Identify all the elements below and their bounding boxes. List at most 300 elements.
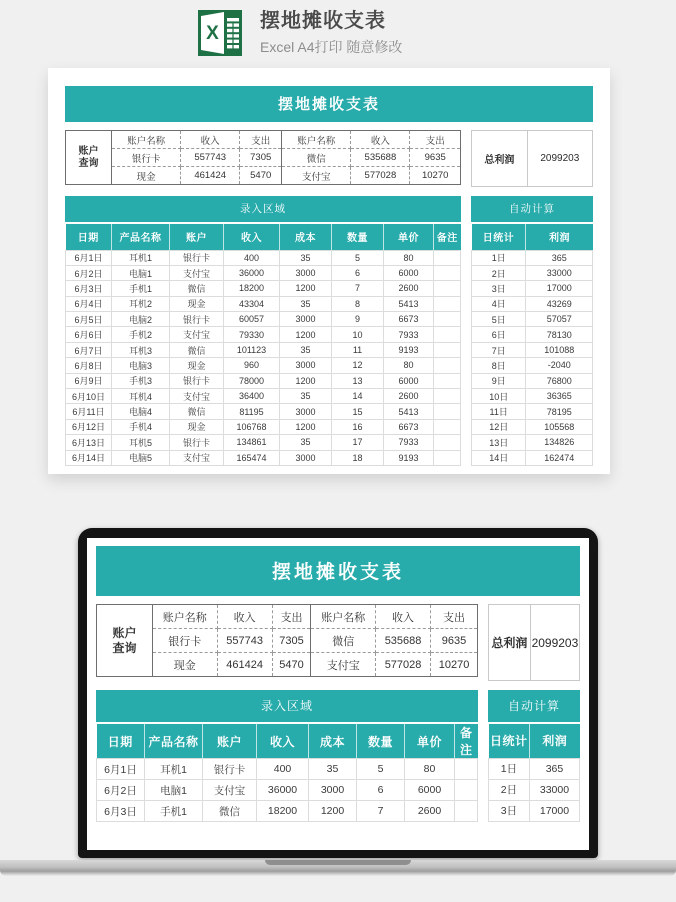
table-cell: 1日	[489, 758, 530, 779]
table-cell: 手机1	[112, 281, 170, 296]
table-cell: 106768	[224, 419, 280, 434]
svg-text:X: X	[206, 23, 219, 44]
table-row	[66, 358, 461, 373]
table-cell: 134826	[526, 435, 593, 450]
table-cell: 365	[529, 758, 579, 779]
table-cell: 35	[280, 389, 332, 404]
table-cell: 9日	[472, 373, 526, 388]
account-query-cell: 支付宝	[311, 653, 376, 677]
table-cell	[434, 358, 461, 373]
table-cell: 6月8日	[66, 358, 112, 373]
table-cell: 6月1日	[97, 759, 145, 780]
table-cell: 6月4日	[66, 296, 112, 311]
table-cell: 手机1	[145, 801, 203, 822]
account-query-cell: 现金	[112, 167, 181, 185]
table-row	[472, 373, 593, 388]
table-row	[97, 653, 478, 677]
data-row	[65, 222, 593, 466]
table-cell: 2600	[405, 801, 455, 822]
table-cell: 银行卡	[170, 312, 224, 327]
table-cell: 101088	[526, 342, 593, 357]
account-query-table	[65, 130, 461, 185]
table-cell: 微信	[170, 281, 224, 296]
table-cell: 6673	[384, 312, 434, 327]
table-cell: 1日	[472, 250, 526, 265]
auto-banner-wrap	[471, 196, 593, 222]
column-header: 成本	[309, 724, 357, 759]
table-cell: 6673	[384, 419, 434, 434]
column-header: 收入	[224, 224, 280, 250]
table-row	[66, 404, 461, 419]
table-cell: 33000	[526, 265, 593, 280]
table-cell: 6月7日	[66, 342, 112, 357]
table-cell: 银行卡	[170, 373, 224, 388]
table-cell: 18200	[257, 801, 309, 822]
column-header: 账户	[170, 224, 224, 250]
table-cell: 43269	[526, 296, 593, 311]
total-profit-block-laptop	[488, 596, 580, 681]
table-cell: 76800	[526, 373, 593, 388]
table-cell: 36000	[224, 265, 280, 280]
table-row	[97, 629, 478, 653]
laptop-screen	[87, 538, 589, 850]
table-row	[489, 800, 580, 821]
table-cell: 电脑5	[112, 450, 170, 465]
total-profit-value-laptop: 2099203	[530, 605, 579, 681]
table-cell: 3000	[309, 780, 357, 801]
laptop-mockup	[0, 528, 676, 876]
account-query-header: 支出	[240, 131, 282, 149]
table-cell: 耳机1	[112, 250, 170, 265]
table-cell: 手机3	[112, 373, 170, 388]
table-row	[472, 312, 593, 327]
table-cell: 16	[332, 419, 384, 434]
table-cell: 6	[332, 265, 384, 280]
account-query-cell: 5470	[240, 167, 282, 185]
table-cell: 11	[332, 342, 384, 357]
table-cell	[455, 759, 478, 780]
table-cell: 43304	[224, 296, 280, 311]
table-cell: 手机4	[112, 419, 170, 434]
page-title: 摆地摊收支表	[260, 10, 386, 32]
account-query-header: 账户名称	[311, 605, 376, 629]
column-header: 数量	[357, 724, 405, 759]
account-query-block-laptop	[96, 596, 478, 677]
table-cell: 现金	[170, 296, 224, 311]
table-cell: 33000	[529, 779, 579, 800]
table-row	[66, 167, 461, 185]
banner-row	[65, 196, 593, 222]
table-cell: 6月5日	[66, 312, 112, 327]
total-profit-label: 总利润	[472, 131, 528, 187]
account-query-cell: 银行卡	[153, 629, 218, 653]
table-row	[472, 131, 593, 187]
table-cell: 电脑3	[112, 358, 170, 373]
table-cell: 8日	[472, 358, 526, 373]
table-cell: 101123	[224, 342, 280, 357]
auto-calc-banner-laptop: 自动计算	[488, 690, 580, 722]
account-query-header: 账户名称	[282, 131, 351, 149]
auto-table-laptop	[488, 724, 580, 822]
table-row	[97, 801, 478, 822]
table-cell: 4日	[472, 296, 526, 311]
table-row	[66, 327, 461, 342]
table-cell	[434, 265, 461, 280]
table-cell: 1200	[309, 801, 357, 822]
table-cell: 6月2日	[97, 780, 145, 801]
account-query-cell: 9635	[410, 149, 461, 167]
table-cell: 6000	[384, 265, 434, 280]
table-cell: 耳机4	[112, 389, 170, 404]
table-cell: 银行卡	[170, 435, 224, 450]
sheet-title: 摆地摊收支表	[65, 86, 593, 122]
entry-table	[65, 224, 461, 466]
auto-header-row	[472, 224, 593, 250]
flat-preview-card	[48, 68, 610, 474]
table-cell: 36000	[257, 780, 309, 801]
account-query-cell: 现金	[153, 653, 218, 677]
excel-icon	[198, 10, 242, 56]
table-cell: 13日	[472, 435, 526, 450]
banner-row-laptop	[96, 690, 580, 722]
data-row-laptop	[96, 722, 580, 822]
laptop-screen-frame	[78, 528, 598, 858]
column-header: 数量	[332, 224, 384, 250]
account-query-body-laptop	[97, 605, 478, 677]
table-cell: 134861	[224, 435, 280, 450]
table-cell: 13	[332, 373, 384, 388]
table-cell: 165474	[224, 450, 280, 465]
account-query-header: 支出	[272, 605, 311, 629]
total-profit-block	[471, 122, 593, 187]
table-cell: 35	[309, 759, 357, 780]
table-cell: 35	[280, 435, 332, 450]
table-row	[489, 758, 580, 779]
table-cell: 8	[332, 296, 384, 311]
table-cell: 3000	[280, 358, 332, 373]
table-cell: 18200	[224, 281, 280, 296]
table-cell: 1200	[280, 373, 332, 388]
account-query-label: 账户 查询	[97, 605, 153, 677]
table-cell: 11日	[472, 404, 526, 419]
column-header: 备注	[434, 224, 461, 250]
table-cell: 9193	[384, 450, 434, 465]
account-query-table-laptop	[96, 604, 478, 677]
page-subtitle: Excel A4打印 随意修改	[260, 39, 403, 55]
table-cell: 400	[224, 250, 280, 265]
table-cell: 6	[357, 780, 405, 801]
entry-table-body	[66, 250, 461, 465]
table-cell	[434, 389, 461, 404]
table-cell: 5413	[384, 404, 434, 419]
table-row	[472, 404, 593, 419]
table-cell	[434, 250, 461, 265]
table-cell	[434, 373, 461, 388]
table-row	[66, 389, 461, 404]
table-cell	[434, 327, 461, 342]
column-header: 日期	[97, 724, 145, 759]
account-query-header: 支出	[410, 131, 461, 149]
table-cell	[434, 450, 461, 465]
table-cell: 80	[405, 759, 455, 780]
account-query-cell: 微信	[282, 149, 351, 167]
auto-banner-wrap-laptop	[488, 690, 580, 722]
table-cell: 6月6日	[66, 327, 112, 342]
table-row	[472, 435, 593, 450]
auto-table-head-laptop	[489, 724, 580, 758]
table-row	[472, 358, 593, 373]
table-cell: 3000	[280, 404, 332, 419]
account-query-header: 账户名称	[153, 605, 218, 629]
account-query-cell: 5470	[272, 653, 311, 677]
account-query-cell: 461424	[217, 653, 272, 677]
entry-table-head	[66, 224, 461, 250]
table-row	[472, 265, 593, 280]
table-cell: 960	[224, 358, 280, 373]
table-cell: 78000	[224, 373, 280, 388]
table-cell: 银行卡	[203, 759, 257, 780]
table-cell	[455, 780, 478, 801]
total-profit-label-laptop: 总利润	[489, 605, 531, 681]
table-cell	[434, 296, 461, 311]
table-cell	[434, 419, 461, 434]
table-cell: 12	[332, 358, 384, 373]
auto-table-head	[472, 224, 593, 250]
table-cell: 17000	[526, 281, 593, 296]
table-cell: 7	[332, 281, 384, 296]
header-text-block	[260, 8, 402, 58]
table-cell: 6月11日	[66, 404, 112, 419]
table-cell: 6日	[472, 327, 526, 342]
table-cell: 2日	[472, 265, 526, 280]
account-query-cell: 微信	[311, 629, 376, 653]
table-row	[472, 342, 593, 357]
account-query-cell: 7305	[272, 629, 311, 653]
table-cell: 2日	[489, 779, 530, 800]
table-cell: 7	[357, 801, 405, 822]
account-query-body	[66, 131, 461, 185]
table-cell: 电脑2	[112, 312, 170, 327]
table-cell	[455, 801, 478, 822]
table-cell: 36365	[526, 389, 593, 404]
column-header: 收入	[257, 724, 309, 759]
column-header: 账户	[203, 724, 257, 759]
account-query-cell: 535688	[351, 149, 410, 167]
table-cell: 6000	[405, 780, 455, 801]
entry-table-block-laptop	[96, 722, 478, 822]
table-cell: 3日	[472, 281, 526, 296]
table-cell: 支付宝	[170, 389, 224, 404]
table-cell: 80	[384, 250, 434, 265]
table-row	[472, 450, 593, 465]
account-query-cell: 577028	[351, 167, 410, 185]
account-query-cell: 557743	[181, 149, 240, 167]
summary-row-laptop	[96, 596, 580, 681]
table-row	[66, 265, 461, 280]
table-cell: 60057	[224, 312, 280, 327]
auto-table-body-laptop	[489, 758, 580, 821]
account-query-cell: 10270	[410, 167, 461, 185]
entry-banner-wrap	[65, 196, 461, 222]
table-cell: 79330	[224, 327, 280, 342]
table-row	[489, 605, 580, 681]
total-profit-table	[471, 130, 593, 187]
table-cell: 5413	[384, 296, 434, 311]
table-cell: 78130	[526, 327, 593, 342]
table-cell: 17	[332, 435, 384, 450]
table-cell: 7日	[472, 342, 526, 357]
table-cell: 9	[332, 312, 384, 327]
column-header: 产品名称	[145, 724, 203, 759]
spreadsheet-flat	[48, 68, 610, 466]
table-cell: 3000	[280, 265, 332, 280]
auto-header-row-laptop	[489, 724, 580, 758]
column-header: 日期	[66, 224, 112, 250]
table-cell: 支付宝	[170, 265, 224, 280]
spreadsheet-laptop	[87, 538, 589, 822]
total-profit-value: 2099203	[527, 131, 592, 187]
table-cell: 400	[257, 759, 309, 780]
table-cell: 现金	[170, 419, 224, 434]
table-row	[66, 296, 461, 311]
table-row	[472, 419, 593, 434]
column-header: 利润	[526, 224, 593, 250]
table-row	[66, 131, 461, 149]
column-header: 备注	[455, 724, 478, 759]
account-query-cell: 577028	[376, 653, 431, 677]
table-cell: 1200	[280, 281, 332, 296]
table-cell: 365	[526, 250, 593, 265]
table-cell: 6月2日	[66, 265, 112, 280]
table-cell: 80	[384, 358, 434, 373]
table-cell: 6月1日	[66, 250, 112, 265]
entry-header-row	[66, 224, 461, 250]
table-row	[66, 419, 461, 434]
table-cell	[434, 312, 461, 327]
table-row	[97, 780, 478, 801]
table-cell: 17000	[529, 800, 579, 821]
account-query-cell: 银行卡	[112, 149, 181, 167]
table-cell: 支付宝	[170, 327, 224, 342]
table-cell	[434, 281, 461, 296]
auto-table-block	[471, 222, 593, 466]
auto-calc-banner: 自动计算	[471, 196, 593, 222]
account-query-label: 账户 查询	[66, 131, 112, 185]
table-cell: 电脑1	[145, 780, 203, 801]
table-row	[66, 312, 461, 327]
table-cell: 6月3日	[66, 281, 112, 296]
auto-table-block-laptop	[488, 722, 580, 822]
table-cell: 105568	[526, 419, 593, 434]
table-cell: 57057	[526, 312, 593, 327]
account-query-block	[65, 122, 461, 185]
table-cell: 7933	[384, 327, 434, 342]
table-cell: 35	[280, 342, 332, 357]
table-cell: 78195	[526, 404, 593, 419]
table-cell: 电脑4	[112, 404, 170, 419]
total-profit-table-laptop	[488, 604, 580, 681]
entry-header-row-laptop	[97, 724, 478, 759]
entry-table-head-laptop	[97, 724, 478, 759]
table-cell: 耳机2	[112, 296, 170, 311]
entry-banner-wrap-laptop	[96, 690, 478, 722]
table-cell: 手机2	[112, 327, 170, 342]
account-query-header: 收入	[376, 605, 431, 629]
table-cell: 6月14日	[66, 450, 112, 465]
table-row	[472, 296, 593, 311]
column-header: 单价	[405, 724, 455, 759]
table-cell	[434, 404, 461, 419]
table-cell: 6月3日	[97, 801, 145, 822]
table-cell: 1200	[280, 327, 332, 342]
laptop-base	[0, 860, 676, 876]
table-cell: 18	[332, 450, 384, 465]
entry-table-block	[65, 222, 461, 466]
auto-table	[471, 224, 593, 466]
account-query-cell: 9635	[431, 629, 478, 653]
table-row	[97, 605, 478, 629]
table-row	[66, 281, 461, 296]
table-cell: 电脑1	[112, 265, 170, 280]
account-query-header: 收入	[181, 131, 240, 149]
column-header: 利润	[529, 724, 579, 758]
table-cell: 2600	[384, 281, 434, 296]
table-cell: 162474	[526, 450, 593, 465]
column-header: 日统计	[472, 224, 526, 250]
table-row	[66, 450, 461, 465]
sheet-title-laptop: 摆地摊收支表	[96, 546, 580, 596]
table-cell: 5日	[472, 312, 526, 327]
table-cell: 15	[332, 404, 384, 419]
table-cell: 微信	[203, 801, 257, 822]
account-query-header: 收入	[217, 605, 272, 629]
table-cell: 3000	[280, 312, 332, 327]
table-cell: 微信	[170, 342, 224, 357]
table-row	[66, 149, 461, 167]
account-query-header: 账户名称	[112, 131, 181, 149]
table-cell: 12日	[472, 419, 526, 434]
table-row	[472, 281, 593, 296]
entry-table-body-laptop	[97, 759, 478, 822]
column-header: 产品名称	[112, 224, 170, 250]
table-cell: 现金	[170, 358, 224, 373]
table-row	[66, 250, 461, 265]
table-cell: 2600	[384, 389, 434, 404]
table-cell: 6月13日	[66, 435, 112, 450]
laptop-notch	[265, 860, 411, 865]
table-cell: 耳机3	[112, 342, 170, 357]
account-query-header: 支出	[431, 605, 478, 629]
table-cell: -2040	[526, 358, 593, 373]
table-cell: 14	[332, 389, 384, 404]
table-cell: 耳机5	[112, 435, 170, 450]
table-cell: 7933	[384, 435, 434, 450]
table-cell: 3日	[489, 800, 530, 821]
entry-table-laptop	[96, 724, 478, 822]
table-cell: 支付宝	[203, 780, 257, 801]
table-cell: 6月10日	[66, 389, 112, 404]
table-cell: 1200	[280, 419, 332, 434]
table-cell: 耳机1	[145, 759, 203, 780]
account-query-cell: 支付宝	[282, 167, 351, 185]
table-cell: 6000	[384, 373, 434, 388]
table-cell: 35	[280, 296, 332, 311]
account-query-cell: 461424	[181, 167, 240, 185]
account-query-cell: 535688	[376, 629, 431, 653]
table-row	[97, 759, 478, 780]
table-row	[66, 342, 461, 357]
table-cell: 5	[357, 759, 405, 780]
